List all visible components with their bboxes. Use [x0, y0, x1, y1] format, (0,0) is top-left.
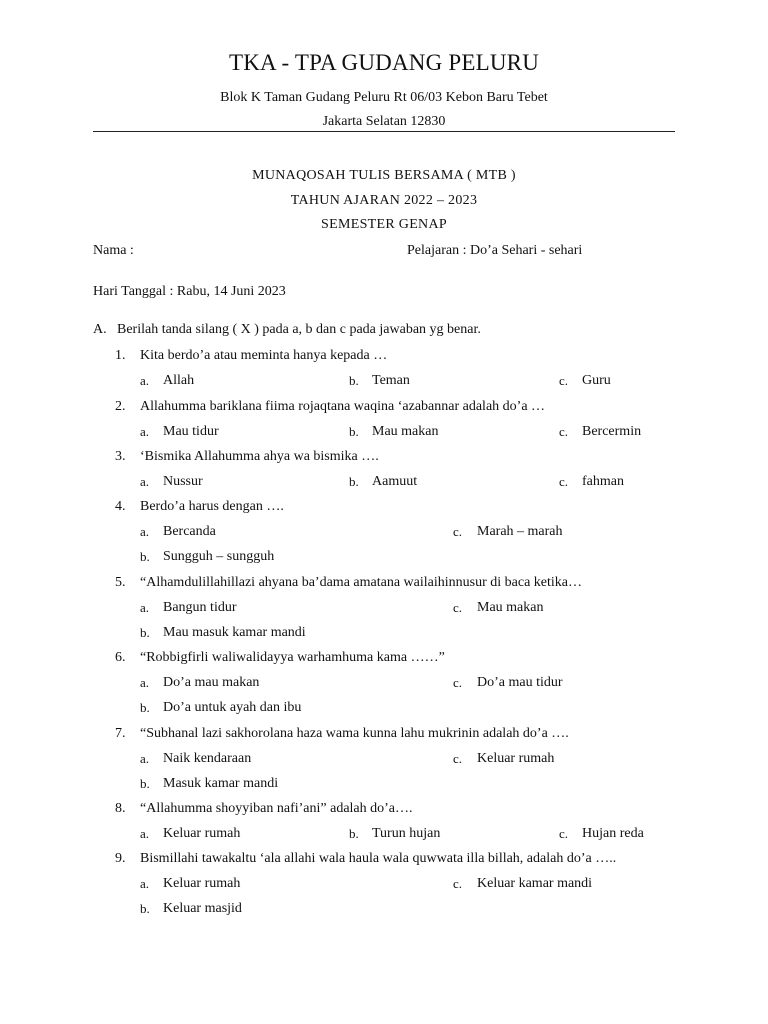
option-text: Masuk kamar mandi: [163, 776, 279, 791]
option-letter: a.: [140, 373, 150, 388]
question-number: 6.: [115, 650, 126, 665]
question-text: “Robbigfirli waliwalidayya warhamhuma kama ……”: [140, 650, 445, 665]
option-text: Mau makan: [477, 600, 544, 615]
option-letter: a.: [140, 474, 150, 489]
option-text: Guru: [582, 373, 611, 388]
option-text: Allah: [163, 373, 195, 388]
date-field: Hari Tanggal : Rabu, 14 Juni 2023: [93, 284, 286, 299]
option-letter: b.: [349, 826, 359, 841]
question-text: Allahumma bariklana fiima rojaqtana waqina ‘azabannar adalah do’a …: [140, 399, 546, 414]
question-number: 2.: [115, 399, 126, 414]
option-text: Do’a untuk ayah dan ibu: [163, 700, 302, 715]
exam-year: TAHUN AJARAN 2022 – 2023: [290, 193, 478, 208]
option-letter: c.: [453, 751, 463, 766]
option-letter: c.: [453, 600, 463, 615]
option-letter: c.: [559, 373, 569, 388]
option-text: Keluar rumah: [477, 751, 555, 766]
option-text: Keluar rumah: [163, 876, 241, 891]
option-letter: c.: [453, 876, 463, 891]
question-text: “Subhanal lazi sakhorolana haza wama kunna lahu mukrinin adalah do’a ….: [140, 726, 569, 741]
school-address-line2: Jakarta Selatan 12830: [322, 114, 446, 129]
question-number: 9.: [115, 851, 126, 866]
option-letter: a.: [140, 826, 150, 841]
option-text: Do’a mau tidur: [477, 675, 563, 690]
option-text: Hujan reda: [582, 826, 644, 841]
question-text: Berdo’a harus dengan ….: [140, 499, 284, 514]
option-letter: b.: [140, 700, 150, 715]
option-text: Bangun tidur: [163, 600, 237, 615]
option-text: Keluar kamar mandi: [477, 876, 593, 891]
question-number: 3.: [115, 449, 126, 464]
school-address-line1: Blok K Taman Gudang Peluru Rt 06/03 Kebon Baru Tebet: [220, 90, 548, 105]
option-letter: c.: [559, 424, 569, 439]
option-text: Mau tidur: [163, 424, 219, 439]
question-number: 4.: [115, 499, 126, 514]
question-number: 7.: [115, 726, 126, 741]
section-instruction: Berilah tanda silang ( X ) pada a, b dan c pada jawaban yg benar.: [117, 322, 481, 337]
option-letter: b.: [349, 474, 359, 489]
option-letter: b.: [140, 901, 150, 916]
option-text: Teman: [372, 373, 410, 388]
question-number: 5.: [115, 575, 126, 590]
option-text: Turun hujan: [372, 826, 441, 841]
section-letter: A.: [93, 322, 107, 337]
option-text: Keluar masjid: [163, 901, 242, 916]
option-letter: a.: [140, 751, 150, 766]
option-letter: a.: [140, 675, 150, 690]
option-letter: b.: [140, 776, 150, 791]
exam-semester: SEMESTER GENAP: [321, 217, 447, 232]
option-text: Nussur: [163, 474, 203, 489]
option-text: Bercanda: [163, 524, 216, 539]
option-text: Marah – marah: [477, 524, 563, 539]
school-name: TKA - TPA GUDANG PELURU: [228, 50, 540, 75]
question-number: 1.: [115, 348, 126, 363]
question-text: Bismillahi tawakaltu ‘ala allahi wala haula wala quwwata illa billah, adalah do’a …..: [140, 851, 617, 866]
option-letter: a.: [140, 600, 150, 615]
option-letter: c.: [559, 474, 569, 489]
option-letter: c.: [559, 826, 569, 841]
question-number: 8.: [115, 801, 126, 816]
option-text: Bercermin: [582, 424, 642, 439]
question-text: “Allahumma shoyyiban nafi’ani” adalah do’a….: [140, 801, 413, 816]
option-letter: a.: [140, 424, 150, 439]
option-text: Do’a mau makan: [163, 675, 260, 690]
question-text: Kita berdo’a atau meminta hanya kepada …: [140, 348, 388, 363]
option-text: Keluar rumah: [163, 826, 241, 841]
option-letter: b.: [349, 373, 359, 388]
option-text: Aamuut: [372, 474, 418, 489]
question-text: ‘Bismika Allahumma ahya wa bismika ….: [140, 449, 379, 464]
option-letter: b.: [349, 424, 359, 439]
option-text: Sungguh – sungguh: [163, 549, 275, 564]
option-text: Naik kendaraan: [163, 751, 252, 766]
header-divider: [93, 131, 675, 132]
option-text: fahman: [582, 474, 624, 489]
subject-field: Pelajaran : Do’a Sehari - sehari: [407, 243, 583, 258]
exam-title: MUNAQOSAH TULIS BERSAMA ( MTB ): [252, 168, 516, 183]
option-letter: c.: [453, 675, 463, 690]
option-text: Mau masuk kamar mandi: [163, 625, 306, 640]
option-letter: a.: [140, 524, 150, 539]
option-text: Mau makan: [372, 424, 439, 439]
option-letter: a.: [140, 876, 150, 891]
option-letter: b.: [140, 549, 150, 564]
name-label: Nama :: [93, 243, 134, 258]
question-text: “Alhamdulillahillazi ahyana ba’dama amatana wailaihinnusur di baca ketika…: [140, 575, 582, 590]
option-letter: b.: [140, 625, 150, 640]
option-letter: c.: [453, 524, 463, 539]
